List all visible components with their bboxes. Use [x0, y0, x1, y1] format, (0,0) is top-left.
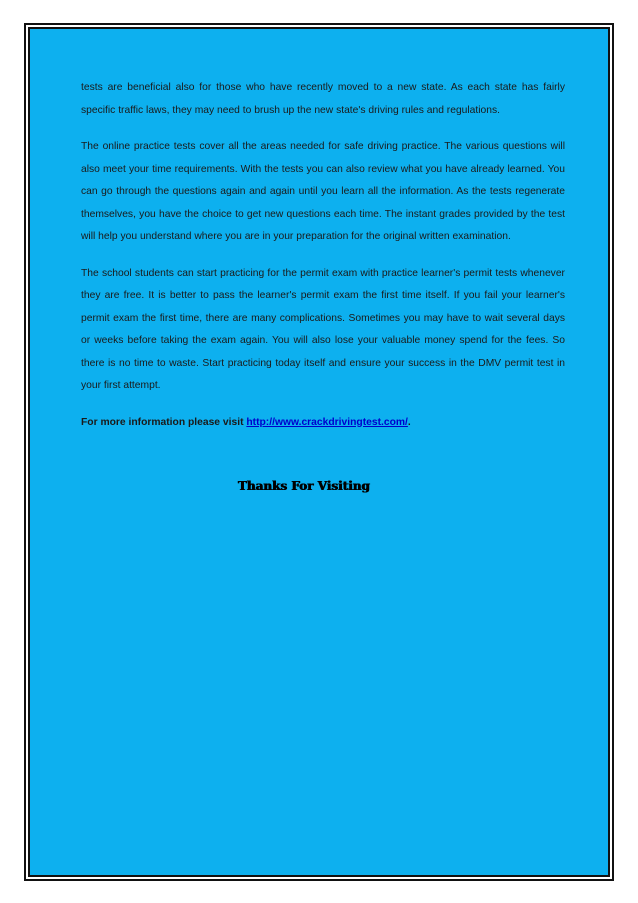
page-border-inner: [28, 27, 610, 877]
more-information-suffix: .: [407, 416, 411, 428]
thanks-heading: Thanks For Visiting: [238, 479, 370, 493]
more-information-prefix: For more information please visit: [81, 416, 247, 428]
paragraph-state-laws: tests are beneficial also for those who have recently moved to a new state. As each state has fairly specific traffic laws, they may need to brush up the new state's driving rules and regulations.: [81, 82, 565, 116]
paragraph-school-students: The school students can start practicing for the permit exam with practice learner's permit tests whenever they are free. It is better to pass the learner's permit exam the first time itself. If you fail your learner's permit exam the first time, there are many complications. Sometimes you may have to wait several days or weeks before taking the exam again. You will also lose your valuable money spend for the fees. So there is no time to waste. Start practicing today itself and ensure your success in the DMV permit test in your first attempt.: [81, 267, 565, 391]
page-border-outer: [24, 23, 614, 881]
document-body: [81, 77, 565, 493]
more-information-line: [81, 412, 565, 435]
website-link[interactable]: http://www.crackdrivingtest.com/: [246, 416, 408, 428]
paragraph-online-practice-tests: The online practice tests cover all the areas needed for safe driving practice. The various questions will also meet your time requirements. With the tests you can also review what you have already learned. You can go through the questions again and again until you learn all the information. As the tests regenerate themselves, you have the choice to get new questions each time. The instant grades provided by the test will help you understand where you are in your preparation for the original written examination.: [81, 141, 565, 242]
